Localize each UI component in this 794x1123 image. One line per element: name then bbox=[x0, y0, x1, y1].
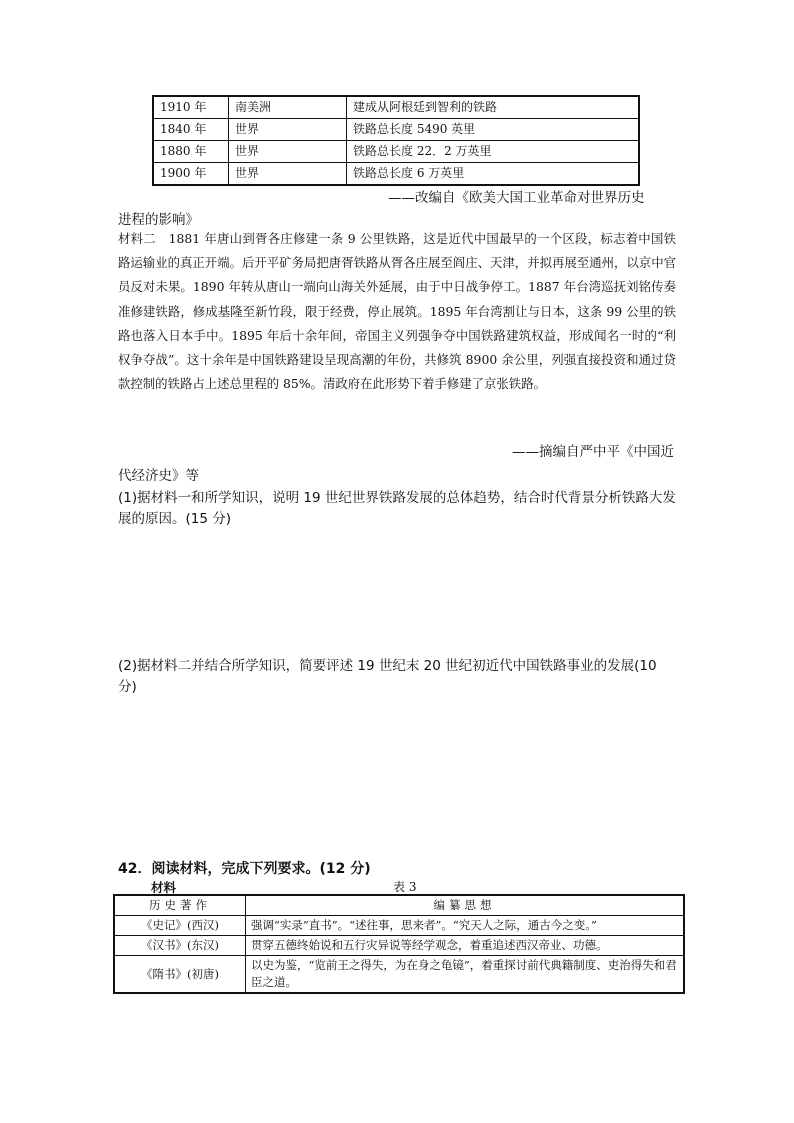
table-cell: 强调“实录”直书”。“述往事，思来者”。“究天人之际，通古今之变。” bbox=[246, 916, 685, 936]
question-2: (2)据材料二并结合所学知识，简要评述 19 世纪末 20 世纪初近代中国铁路事业的发展(10 分) bbox=[118, 658, 657, 695]
table-cell: 贯穿五德终始说和五行灾异说等经学观念，着重追述西汉帝业、功德。 bbox=[246, 936, 685, 956]
table-row bbox=[114, 916, 684, 936]
source-citation-1-line2: 进程的影响》 bbox=[118, 212, 199, 228]
table-row bbox=[153, 119, 639, 141]
table-cell: 《汉书》(东汉) bbox=[114, 936, 246, 956]
table-cell: 南美洲 bbox=[229, 96, 347, 119]
column-header: 历史著作 bbox=[114, 895, 246, 916]
table-cell: 世界 bbox=[229, 119, 347, 141]
table-row bbox=[153, 163, 639, 186]
question-1: (1)据材料一和所学知识，说明 19 世纪世界铁路发展的总体趋势，结合时代背景分析铁路大发展的原因。(15 分) bbox=[118, 490, 676, 527]
table-header-row bbox=[114, 895, 684, 916]
table-cell: 1910 年 bbox=[153, 96, 229, 119]
table-cell: 1880 年 bbox=[153, 141, 229, 163]
table-cell: 铁路总长度 5490 英里 bbox=[347, 119, 640, 141]
source-citation-2-line2: 代经济史》等 bbox=[118, 468, 199, 484]
table-row bbox=[153, 141, 639, 163]
railway-history-table bbox=[152, 95, 640, 186]
material-label: 材料 bbox=[151, 880, 177, 895]
source-citation-1-line1: ——改编自《欧美大国工业革命对世界历史 bbox=[388, 190, 645, 206]
table-cell: 世界 bbox=[229, 163, 347, 186]
table-cell: 1840 年 bbox=[153, 119, 229, 141]
table-label: 表 3 bbox=[393, 880, 417, 894]
table-cell: 1900 年 bbox=[153, 163, 229, 186]
table-row bbox=[114, 956, 684, 994]
historiography-table bbox=[113, 894, 685, 994]
column-header: 编纂思想 bbox=[246, 895, 685, 916]
table-row bbox=[153, 96, 639, 119]
source-citation-2-line1: ——摘编自严中平《中国近 bbox=[512, 444, 674, 460]
question-42-heading: 42．阅读材料，完成下列要求。(12 分) bbox=[118, 861, 371, 877]
table-cell: 建成从阿根廷到智利的铁路 bbox=[347, 96, 640, 119]
table-cell: 《史记》(西汉) bbox=[114, 916, 246, 936]
table-cell: 《隋书》(初唐) bbox=[114, 956, 246, 994]
table-cell: 铁路总长度 22．2 万英里 bbox=[347, 141, 640, 163]
table-cell: 以史为鉴，“览前王之得失，为在身之龟镜”，着重探讨前代典籍制度、吏治得失和君臣之道。 bbox=[246, 956, 685, 994]
table-row bbox=[114, 936, 684, 956]
table-cell: 铁路总长度 6 万英里 bbox=[347, 163, 640, 186]
material-2-paragraph: 材料二 1881 年唐山到胥各庄修建一条 9 公里铁路，这是近代中国最早的一个区段，标志着中国铁路运输业的真正开端。后开平矿务局把唐胥铁路从胥各庄展至阎庄、天津，并拟再展至通州，以京中官员反对未果。1890 年转从唐山一端向山海关外延展，由于中日战争停工。1887 年台湾巡抚刘铭传奏准修建铁路，修成基隆至新竹段，限于经费，停止展筑。1895 年台湾割让与日本，这条 99 公里的铁路也落入日本手中。1895 年后十余年间，帝国主义列强争夺中国铁路建筑权益，形成闻名一时的“利权争夺战”。这十余年是中国铁路建设呈现高潮的年份，共修筑 8900 余公里，列强直接投资和通过贷款控制的铁路占上述总里程的 85%。清政府在此形势下着手修建了京张铁路。 bbox=[118, 231, 676, 392]
table-cell: 世界 bbox=[229, 141, 347, 163]
